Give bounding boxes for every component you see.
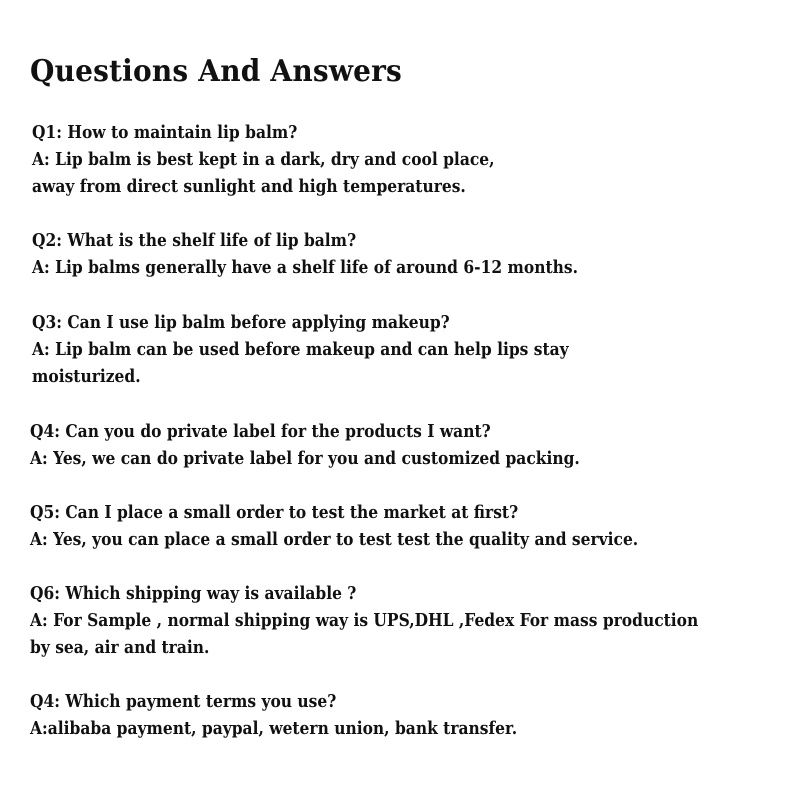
faq-item-3 bbox=[32, 309, 656, 390]
question-text: Q4: Can you do private label for the products I want? bbox=[30, 421, 491, 442]
answer-text: A: For Sample , normal shipping way is UPS,DHL ,Fedex For mass production bbox=[30, 610, 699, 631]
faq-item-7 bbox=[30, 688, 596, 742]
answer-text: A: Yes, we can do private label for you and customized packing. bbox=[30, 448, 580, 469]
answer-text: A:alibaba payment, paypal, wetern union, bank transfer. bbox=[30, 718, 518, 739]
answer-text: A: Yes, you can place a small order to test test the quality and service. bbox=[30, 529, 639, 550]
faq-item-4 bbox=[30, 418, 669, 472]
faq-item-5 bbox=[30, 499, 737, 553]
question-text: Q1: How to maintain lip balm? bbox=[32, 122, 298, 143]
answer-text: A: Lip balm is best kept in a dark, dry and cool place, bbox=[32, 149, 495, 170]
answer-text: A: Lip balm can be used before makeup and can help lips stay bbox=[32, 339, 569, 360]
answer-text: by sea, air and train. bbox=[30, 637, 210, 658]
faq-item-2 bbox=[32, 227, 667, 281]
answer-text: A: Lip balms generally have a shelf life of around 6-12 months. bbox=[32, 257, 578, 278]
question-text: Q2: What is the shelf life of lip balm? bbox=[32, 230, 357, 251]
faq-item-6 bbox=[30, 580, 800, 661]
answer-text: away from direct sunlight and high temperatures. bbox=[32, 176, 466, 197]
question-text: Q3: Can I use lip balm before applying makeup? bbox=[32, 312, 450, 333]
question-text: Q6: Which shipping way is available ? bbox=[30, 583, 357, 604]
question-text: Q4: Which payment terms you use? bbox=[30, 691, 337, 712]
page-title: Questions And Answers bbox=[30, 54, 402, 89]
answer-text: moisturized. bbox=[32, 366, 141, 387]
question-text: Q5: Can I place a small order to test the market at first? bbox=[30, 502, 519, 523]
faq-item-1 bbox=[32, 119, 570, 200]
